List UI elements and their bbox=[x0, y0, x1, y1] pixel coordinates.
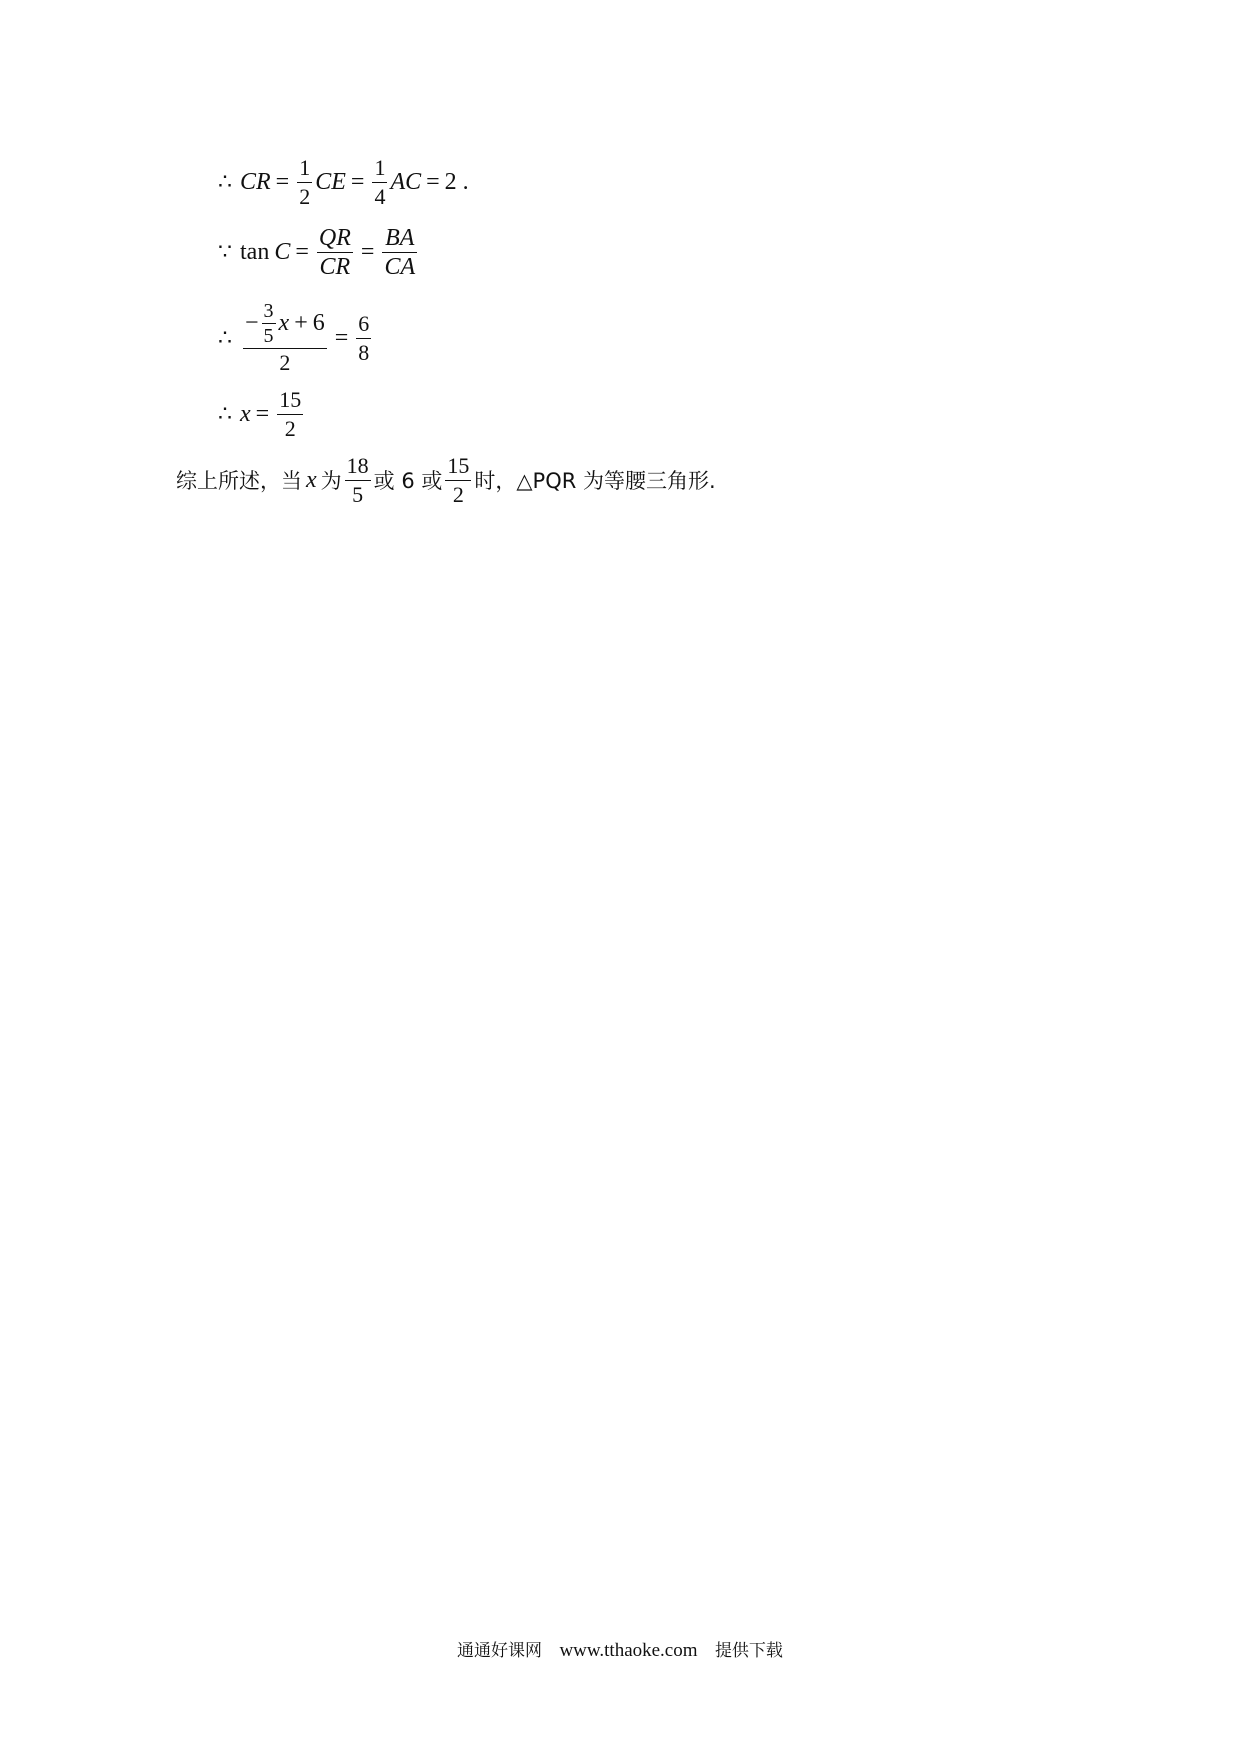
fraction-numerator: QR bbox=[318, 224, 351, 251]
fraction-numerator: 6 bbox=[358, 310, 370, 336]
var-x: x bbox=[240, 400, 251, 427]
var-x: x bbox=[306, 466, 317, 493]
equation-line-2 bbox=[218, 220, 420, 284]
fraction-numerator: 1 bbox=[374, 154, 386, 180]
var-ac: AC bbox=[390, 168, 422, 195]
footer-url: www.tthaoke.com bbox=[559, 1640, 698, 1661]
equals-sign: = bbox=[360, 238, 375, 265]
equals-sign: = bbox=[295, 238, 309, 265]
compound-numerator bbox=[243, 299, 327, 348]
fraction-one-half bbox=[297, 154, 312, 211]
equation-line-3 bbox=[218, 290, 374, 386]
fraction-denominator: CR bbox=[319, 253, 351, 280]
var-x: x bbox=[278, 310, 290, 336]
conclusion-wei: 为 bbox=[320, 469, 342, 493]
equals-sign: = bbox=[255, 400, 270, 427]
therefore-symbol: ∴ bbox=[218, 169, 232, 195]
fraction-numerator: 1 bbox=[299, 154, 311, 180]
var-ce: CE bbox=[315, 168, 346, 195]
equation-line-1 bbox=[218, 150, 469, 214]
fraction-denominator: 5 bbox=[352, 481, 364, 507]
equals-sign: = bbox=[426, 168, 440, 195]
compound-fraction bbox=[243, 299, 327, 377]
fraction-numerator: 15 bbox=[447, 452, 470, 478]
minus-sign: − bbox=[245, 310, 259, 336]
equals-sign: = bbox=[350, 168, 365, 195]
value-six: 6 bbox=[312, 310, 325, 336]
fraction-numerator: 18 bbox=[346, 452, 369, 478]
fraction-denominator: 5 bbox=[263, 325, 274, 347]
fraction-numerator: 15 bbox=[279, 386, 302, 412]
footer-site-name: 通通好课网 bbox=[457, 1641, 543, 1661]
equals-sign: = bbox=[275, 168, 290, 195]
period: . bbox=[462, 168, 469, 195]
fraction-one-quarter bbox=[372, 154, 387, 211]
therefore-symbol: ∴ bbox=[218, 401, 232, 427]
fraction-denominator: 2 bbox=[284, 415, 296, 441]
fraction-numerator: BA bbox=[385, 224, 415, 251]
fraction-denominator: 2 bbox=[299, 183, 311, 209]
equation-line-4 bbox=[218, 382, 306, 446]
fraction-numerator: 3 bbox=[263, 300, 274, 322]
fraction-fifteen-halves bbox=[445, 452, 471, 509]
therefore-symbol: ∴ bbox=[218, 325, 232, 351]
var-cr: CR bbox=[240, 168, 271, 195]
fraction-denominator: 8 bbox=[358, 339, 370, 365]
conclusion-or: 或 6 或 bbox=[373, 469, 443, 493]
fraction-denominator: 2 bbox=[279, 350, 291, 375]
tan-function: tan bbox=[240, 238, 270, 265]
value-two: 2 bbox=[444, 168, 457, 195]
fraction-eighteen-fifths bbox=[345, 452, 371, 509]
conclusion-suffix: 时，△PQR 为等腰三角形. bbox=[474, 469, 716, 493]
footer-tail: 提供下载 bbox=[714, 1641, 783, 1661]
fraction-three-fifths bbox=[262, 299, 276, 348]
var-c: C bbox=[274, 238, 291, 265]
plus-sign: + bbox=[294, 310, 308, 336]
fraction-six-eighths bbox=[356, 310, 371, 367]
conclusion-prefix: 综上所述，当 bbox=[176, 469, 302, 493]
fraction-denominator: 4 bbox=[374, 183, 386, 209]
equals-sign: = bbox=[334, 324, 349, 351]
page-footer bbox=[0, 1636, 1240, 1662]
fraction-denominator: 2 bbox=[452, 481, 464, 507]
fraction-fifteen-halves bbox=[277, 386, 303, 443]
fraction-denominator: CA bbox=[384, 253, 416, 280]
fraction-qr-cr bbox=[317, 224, 353, 281]
because-symbol: ∵ bbox=[218, 239, 232, 265]
conclusion-line bbox=[176, 448, 716, 512]
fraction-ba-ca bbox=[382, 224, 417, 281]
